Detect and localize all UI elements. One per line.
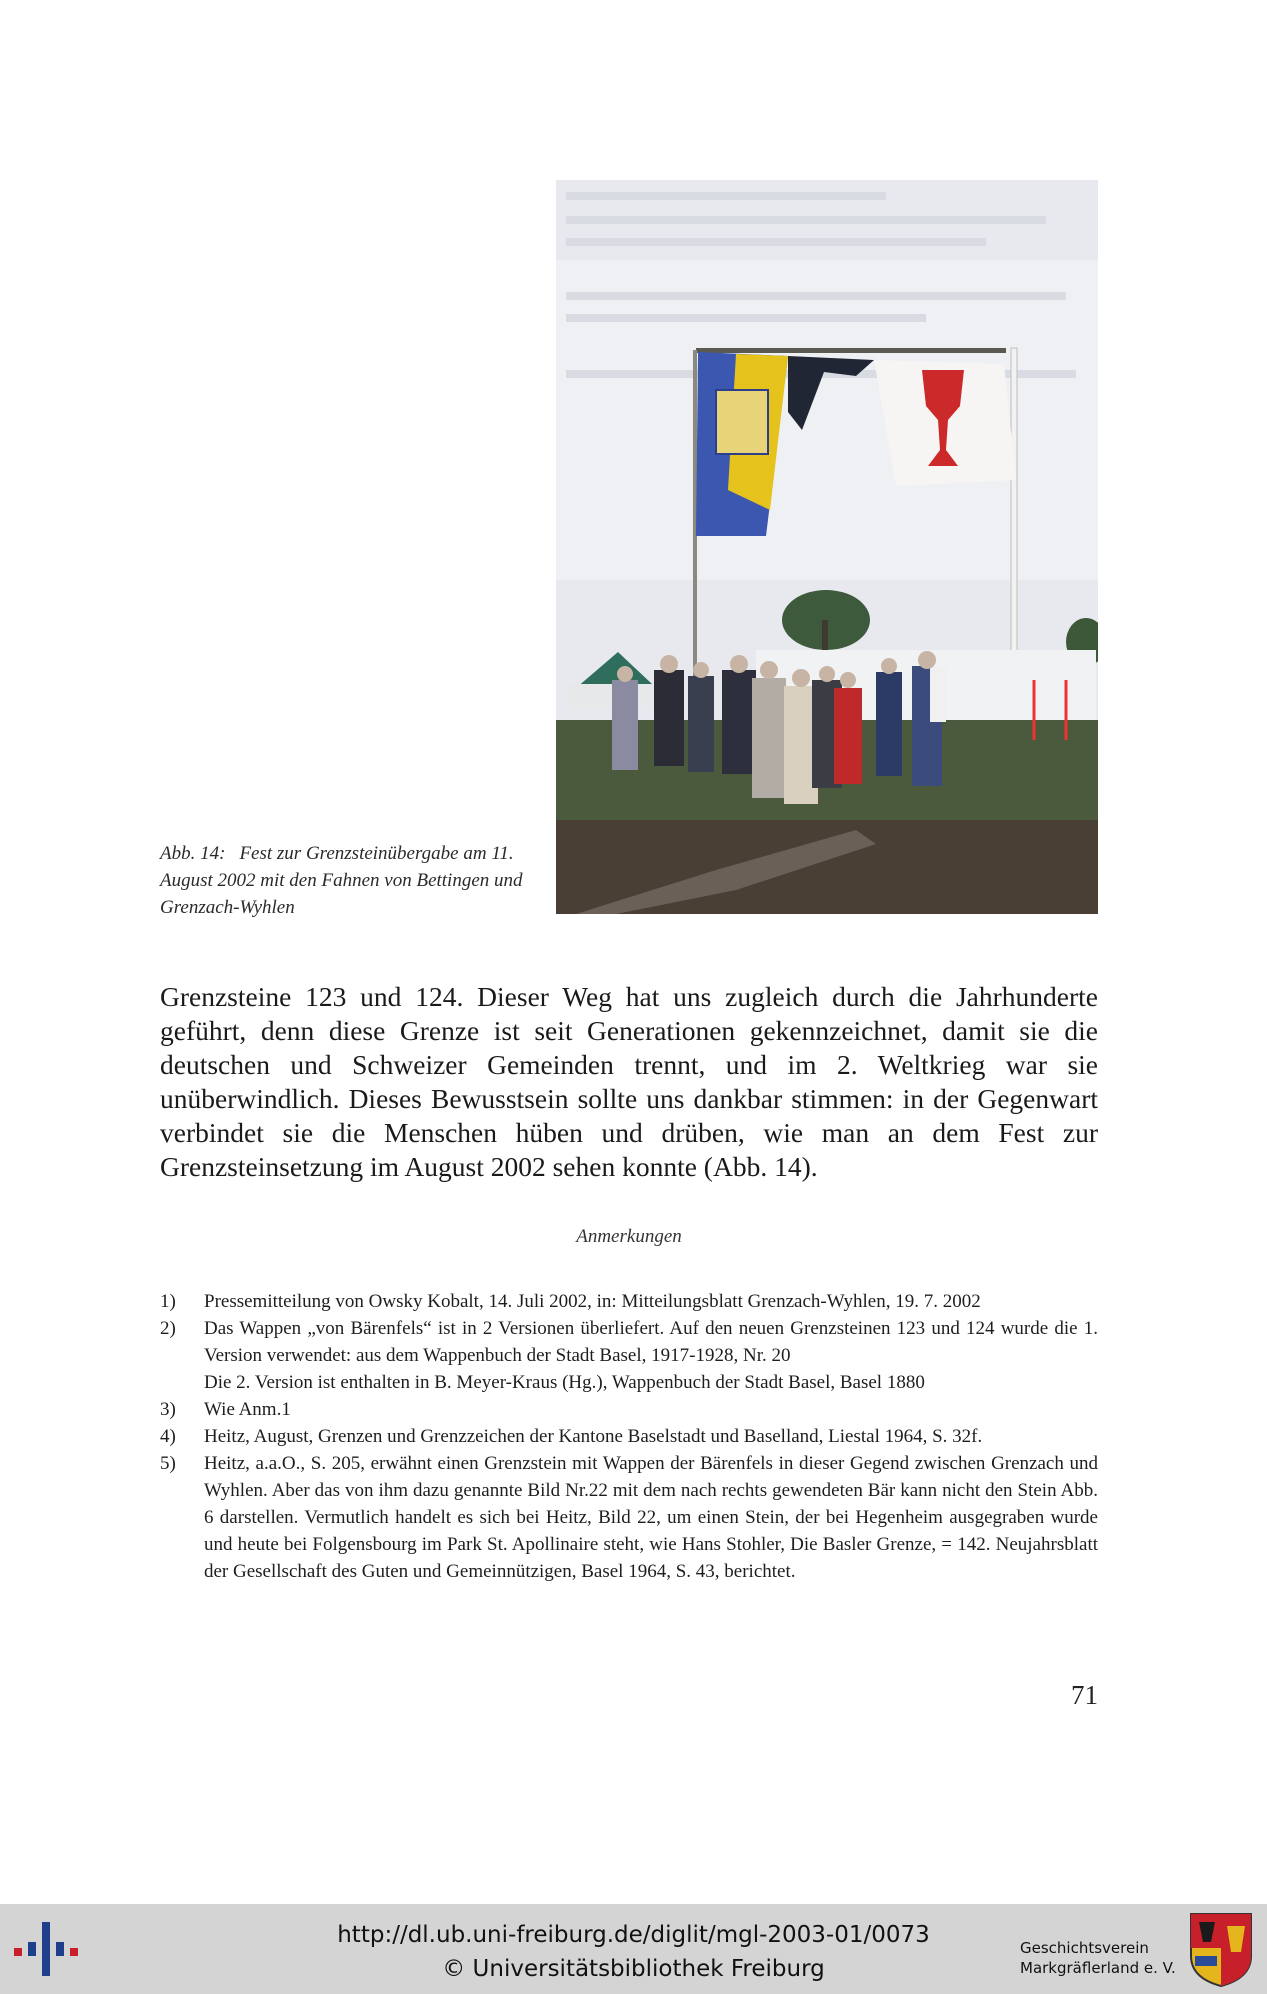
note-text: Heitz, August, Grenzen und Grenzzeichen der Kantone Baselstadt und Baselland, Liestal 1964, S. 32f. <box>204 1426 983 1447</box>
note-number: 5) <box>160 1453 176 1474</box>
society-line2: Markgräflerland e. V. <box>1020 1959 1176 1977</box>
page-number: 71 <box>1071 1680 1098 1710</box>
note-number: 3) <box>160 1399 176 1420</box>
society-line1: Geschichtsverein <box>1020 1939 1149 1957</box>
figure-caption-text: Fest zur Grenzsteinübergabe am 11. August 2002 mit den Fahnen von Bettingen und Grenzach-Wyhlen <box>160 843 523 918</box>
note-text-continued: Die 2. Version ist enthalten in B. Meyer-Kraus (Hg.), Wappenbuch der Stadt Basel, Basel 1880 <box>204 1372 925 1393</box>
society-name <box>1020 1938 1180 1978</box>
footer-copyright: © Universitätsbibliothek Freiburg <box>442 1956 825 1982</box>
note-item <box>160 1288 1098 1315</box>
figure-label: Abb. 14: <box>160 843 226 864</box>
note-number: 2) <box>160 1318 176 1339</box>
body-paragraph: Grenzsteine 123 und 124. Dieser Weg hat uns zugleich durch die Jahrhunderte geführt, denn diese Grenze ist seit Generationen gekennzeichnet, damit sie die deutschen und Schweizer Gemeinden trennt, und im 2. Weltkrieg war sie unüberwindlich. Dieses Bewusstsein sollte uns dankbar stimmen: in der Gegenwart verbindet sie die Menschen hüben und drüben, wie man an dem Fest zur Grenzsteinsetzung im August 2002 sehen konnte (Abb. 14). <box>160 980 1098 1182</box>
notes-heading: Anmerkungen <box>576 1226 682 1247</box>
note-item <box>160 1315 1098 1396</box>
figure-caption <box>160 840 530 921</box>
note-text: Wie Anm.1 <box>204 1399 291 1420</box>
photograph-flags-crowd-icon <box>556 180 1098 914</box>
note-text: Pressemitteilung von Owsky Kobalt, 14. Juli 2002, in: Mitteilungsblatt Grenzach-Wyhlen, 19. 7. 2002 <box>204 1291 981 1312</box>
footer-bar <box>0 1904 1267 1994</box>
ub-freiburg-logo-icon[interactable] <box>10 1918 82 1980</box>
note-item <box>160 1396 1098 1423</box>
note-item <box>160 1423 1098 1450</box>
footer-url-link[interactable]: http://dl.ub.uni-freiburg.de/diglit/mgl-2003-01/0073 <box>337 1922 930 1948</box>
figure-photo <box>556 180 1098 914</box>
notes-list <box>160 1288 1098 1585</box>
note-number: 1) <box>160 1291 176 1312</box>
note-text: Heitz, a.a.O., S. 205, erwähnt einen Grenzstein mit Wappen der Bärenfels in dieser Gegend zwischen Grenzach und Wyhlen. Aber das von ihm dazu genannte Bild Nr.22 mit dem nach rechts gewendeten Bär kann nicht den Stein Abb. 6 darstellen. Vermutlich handelt es sich bei Heitz, Bild 22, um einen Stein, der bei Hegenheim ausgegraben wurde und heute bei Folgensbourg im Park St. Apollinaire steht, wie Hans Stohler, Die Basler Grenze, = 142. Neujahrsblatt der Gesellschaft des Guten und Gemeinnützigen, Basel 1964, S. 43, berichtet. <box>204 1453 1098 1582</box>
note-text: Das Wappen „von Bärenfels“ ist in 2 Versionen überliefert. Auf den neuen Grenzsteinen 123 und 124 wurde die 1. Version verwendet: aus dem Wappenbuch der Stadt Basel, 1917-1928, Nr. 20 <box>204 1318 1098 1366</box>
society-coat-of-arms-icon <box>1189 1912 1253 1988</box>
note-number: 4) <box>160 1426 176 1447</box>
note-item <box>160 1450 1098 1585</box>
